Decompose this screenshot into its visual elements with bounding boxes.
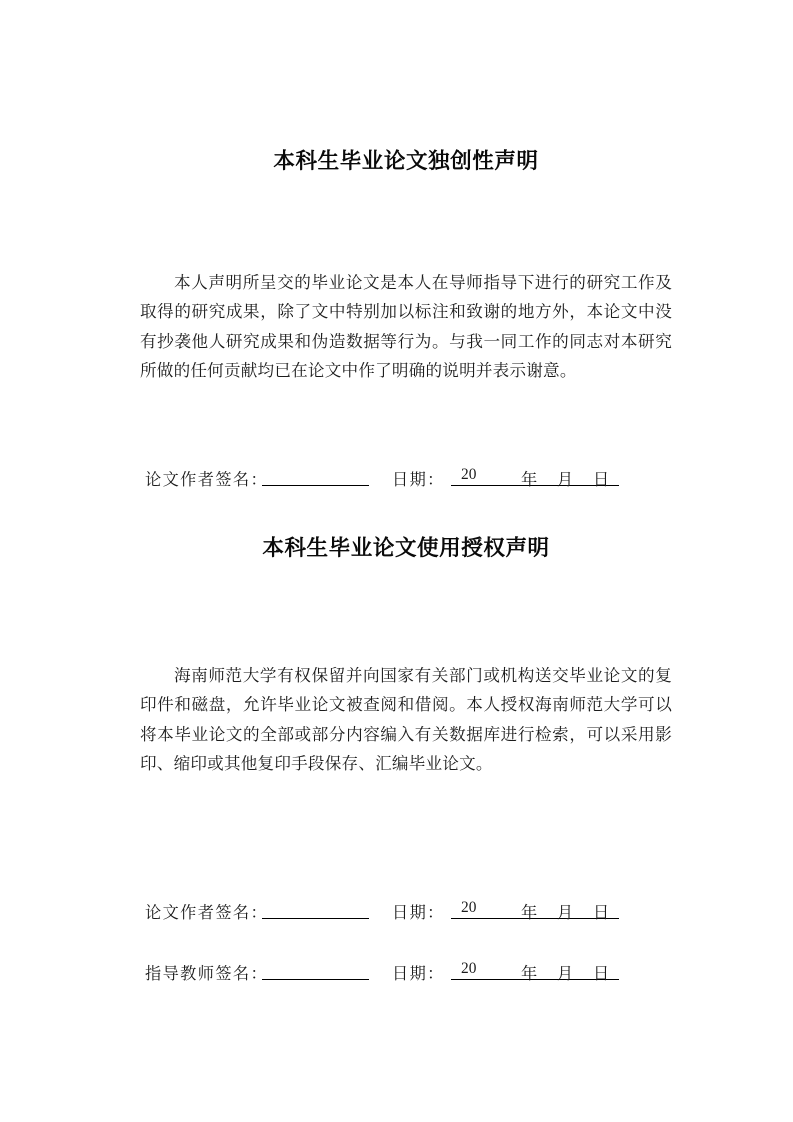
date-label: 日期： [392,904,445,922]
date-year-prefix: 20 [461,899,477,916]
date-year-unit: 年 [521,471,538,489]
date-label: 日期： [392,965,445,983]
originality-statement-body: 本人声明所呈交的毕业论文是本人在导师指导下进行的研究工作及取得的研究成果，除了文中特别加以标注和致谢的地方外，本论文中没有抄袭他人研究成果和伪造数据等行为。与我一同工作的同志对本研究所做的任何贡献均已在论文中作了明确的说明并表示谢意。 [140,273,672,381]
author-signature-label: 论文作者签名： [145,904,269,922]
author-signature-label: 论文作者签名： [145,471,269,489]
date-year-prefix: 20 [461,960,477,977]
authorization-statement-title: 本科生毕业论文使用授权声明 [262,536,550,560]
date-label: 日期： [392,471,445,489]
date-day-unit: 日 [593,965,610,983]
date-field[interactable] [451,960,619,984]
author-signature-blank[interactable] [262,918,369,919]
originality-statement-title: 本科生毕业论文独创性声明 [273,149,539,173]
date-month-unit: 月 [557,904,574,922]
date-year-unit: 年 [521,965,538,983]
date-field[interactable] [451,466,619,490]
supervisor-signature-blank[interactable] [262,979,369,980]
authorization-statement-body: 海南师范大学有权保留并向国家有关部门或机构送交毕业论文的复印件和磁盘，允许毕业论文被查阅和借阅。本人授权海南师范大学可以将本毕业论文的全部或部分内容编入有关数据库进行检索，可以采用影印、缩印或其他复印手段保存、汇编毕业论文。 [140,666,672,774]
date-month-unit: 月 [557,471,574,489]
author-signature-blank[interactable] [262,485,369,486]
date-field[interactable] [451,899,619,923]
date-year-unit: 年 [521,904,538,922]
supervisor-signature-label: 指导教师签名： [145,965,269,983]
signature-row-author-originality [140,466,672,492]
signature-row-supervisor [140,960,672,986]
date-month-unit: 月 [557,965,574,983]
signature-row-author-authorization [140,899,672,925]
date-day-unit: 日 [593,471,610,489]
date-year-prefix: 20 [461,466,477,483]
date-day-unit: 日 [593,904,610,922]
